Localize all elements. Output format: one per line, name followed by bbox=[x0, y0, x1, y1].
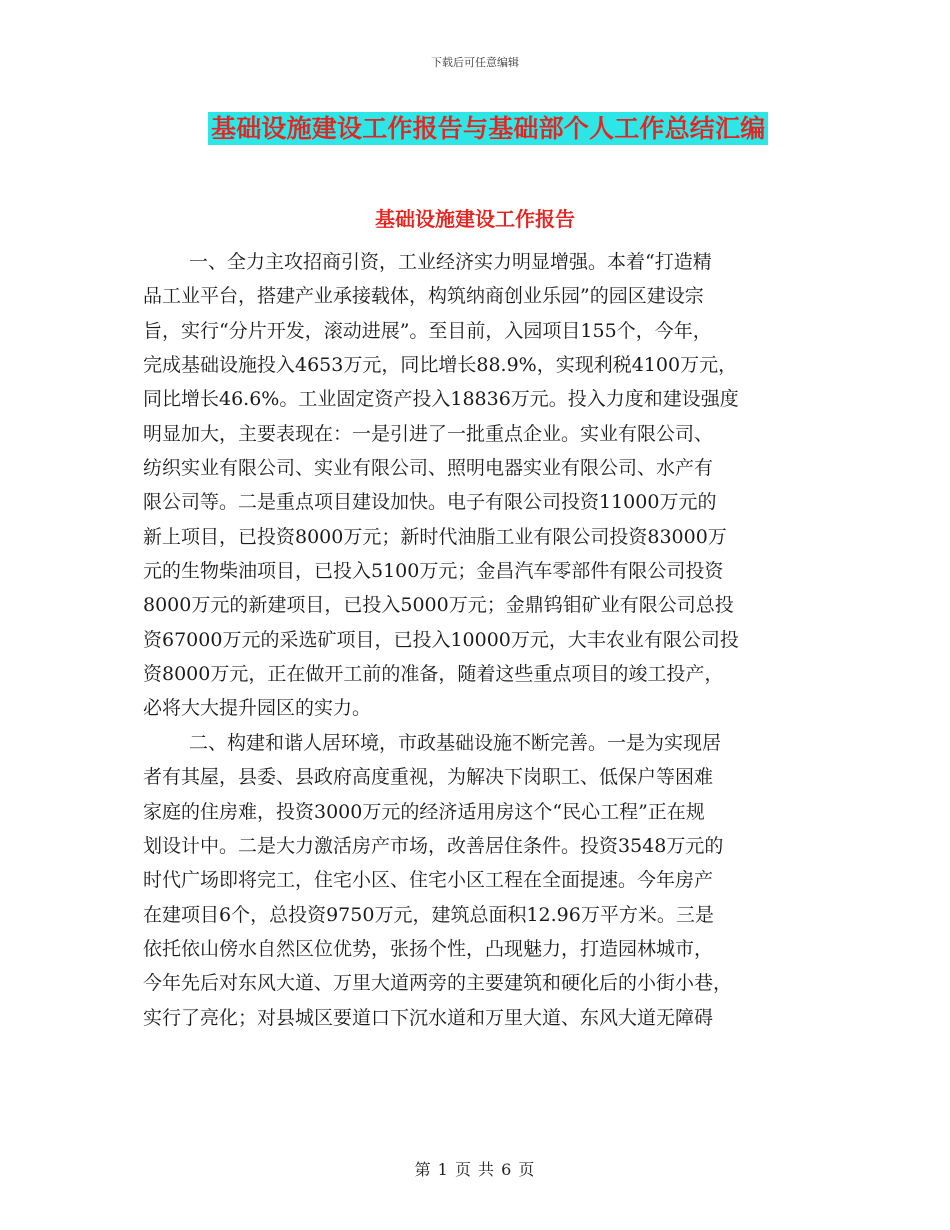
paragraph-line: 二、构建和谐人居环境，市政基础设施不断完善。一是为实现居 bbox=[189, 731, 722, 754]
body-text bbox=[143, 245, 813, 1035]
paragraph-line: 家庭的住房难，投资3000万元的经济适用房这个“民心工程”正在规 bbox=[143, 800, 705, 823]
paragraph-line: 一、全力主攻招商引资，工业经济实力明显增强。本着“打造精 bbox=[189, 251, 712, 273]
paragraph-line: 限公司等。二是重点项目建设加快。电子有限公司投资11000万元的 bbox=[143, 491, 717, 514]
paragraph-line: 者有其屋，县委、县政府高度重视，为解决下岗职工、低保户等困难 bbox=[143, 766, 714, 789]
paragraph-line: 必将大大提升园区的实力。 bbox=[143, 697, 372, 720]
paragraph-line: 资67000万元的采选矿项目，已投入10000万元，大丰农业有限公司投 bbox=[143, 628, 739, 651]
paragraph-line: 今年先后对东风大道、万里大道两旁的主要建筑和硬化后的小街小巷， bbox=[143, 972, 733, 995]
paragraph-line: 依托依山傍水自然区位优势，张扬个性，凸现魅力，打造园林城市， bbox=[143, 937, 714, 960]
paragraph-line: 同比增长46.6%。工业固定资产投入18836万元。投入力度和建设强度 bbox=[143, 388, 739, 411]
paragraph-line: 明显加大，主要表现在：一是引进了一批重点企业。实业有限公司、 bbox=[143, 422, 714, 445]
paragraph-line: 纺织实业有限公司、实业有限公司、照明电器实业有限公司、水产有 bbox=[143, 457, 714, 480]
paragraph-line: 实行了亮化；对县城区要道口下沉水道和万里大道、东风大道无障碍 bbox=[143, 1006, 714, 1029]
page-number-footer: 第 1 页 共 6 页 bbox=[414, 1160, 536, 1179]
header-note: 下载后可任意编辑 bbox=[431, 56, 519, 69]
paragraph-line: 8000万元的新建项目，已投入5000万元；金鼎钨钼矿业有限公司总投 bbox=[143, 594, 734, 617]
paragraph-line: 旨，实行“分片开发，滚动进展”。至目前，入园项目155个，今年， bbox=[143, 319, 712, 342]
document-title: 基础设施建设工作报告与基础部个人工作总结汇编 bbox=[208, 112, 768, 145]
paragraph-line: 品工业平台，搭建产业承接载体，构筑纳商创业乐园”的园区建设宗 bbox=[143, 285, 704, 308]
paragraph-line: 完成基础设施投入4653万元，同比增长88.9%，实现利税4100万元， bbox=[143, 354, 738, 377]
paragraph-line: 时代广场即将完工，住宅小区、住宅小区工程在全面提速。今年房产 bbox=[143, 869, 714, 892]
paragraph-line: 元的生物柴油项目，已投入5100万元；金昌汽车零部件有限公司投资 bbox=[143, 560, 724, 583]
paragraph-line: 新上项目，已投资8000万元；新时代油脂工业有限公司投资83000万 bbox=[143, 525, 727, 548]
paragraph-line: 资8000万元，正在做开工前的准备，随着这些重点项目的竣工投产， bbox=[143, 663, 724, 686]
section-title: 基础设施建设工作报告 bbox=[375, 207, 575, 231]
paragraph-line: 在建项目6个，总投资9750万元，建筑总面积12.96万平方米。三是 bbox=[143, 903, 714, 926]
paragraph-line: 划设计中。二是大力激活房产市场，改善居住条件。投资3548万元的 bbox=[143, 834, 724, 857]
